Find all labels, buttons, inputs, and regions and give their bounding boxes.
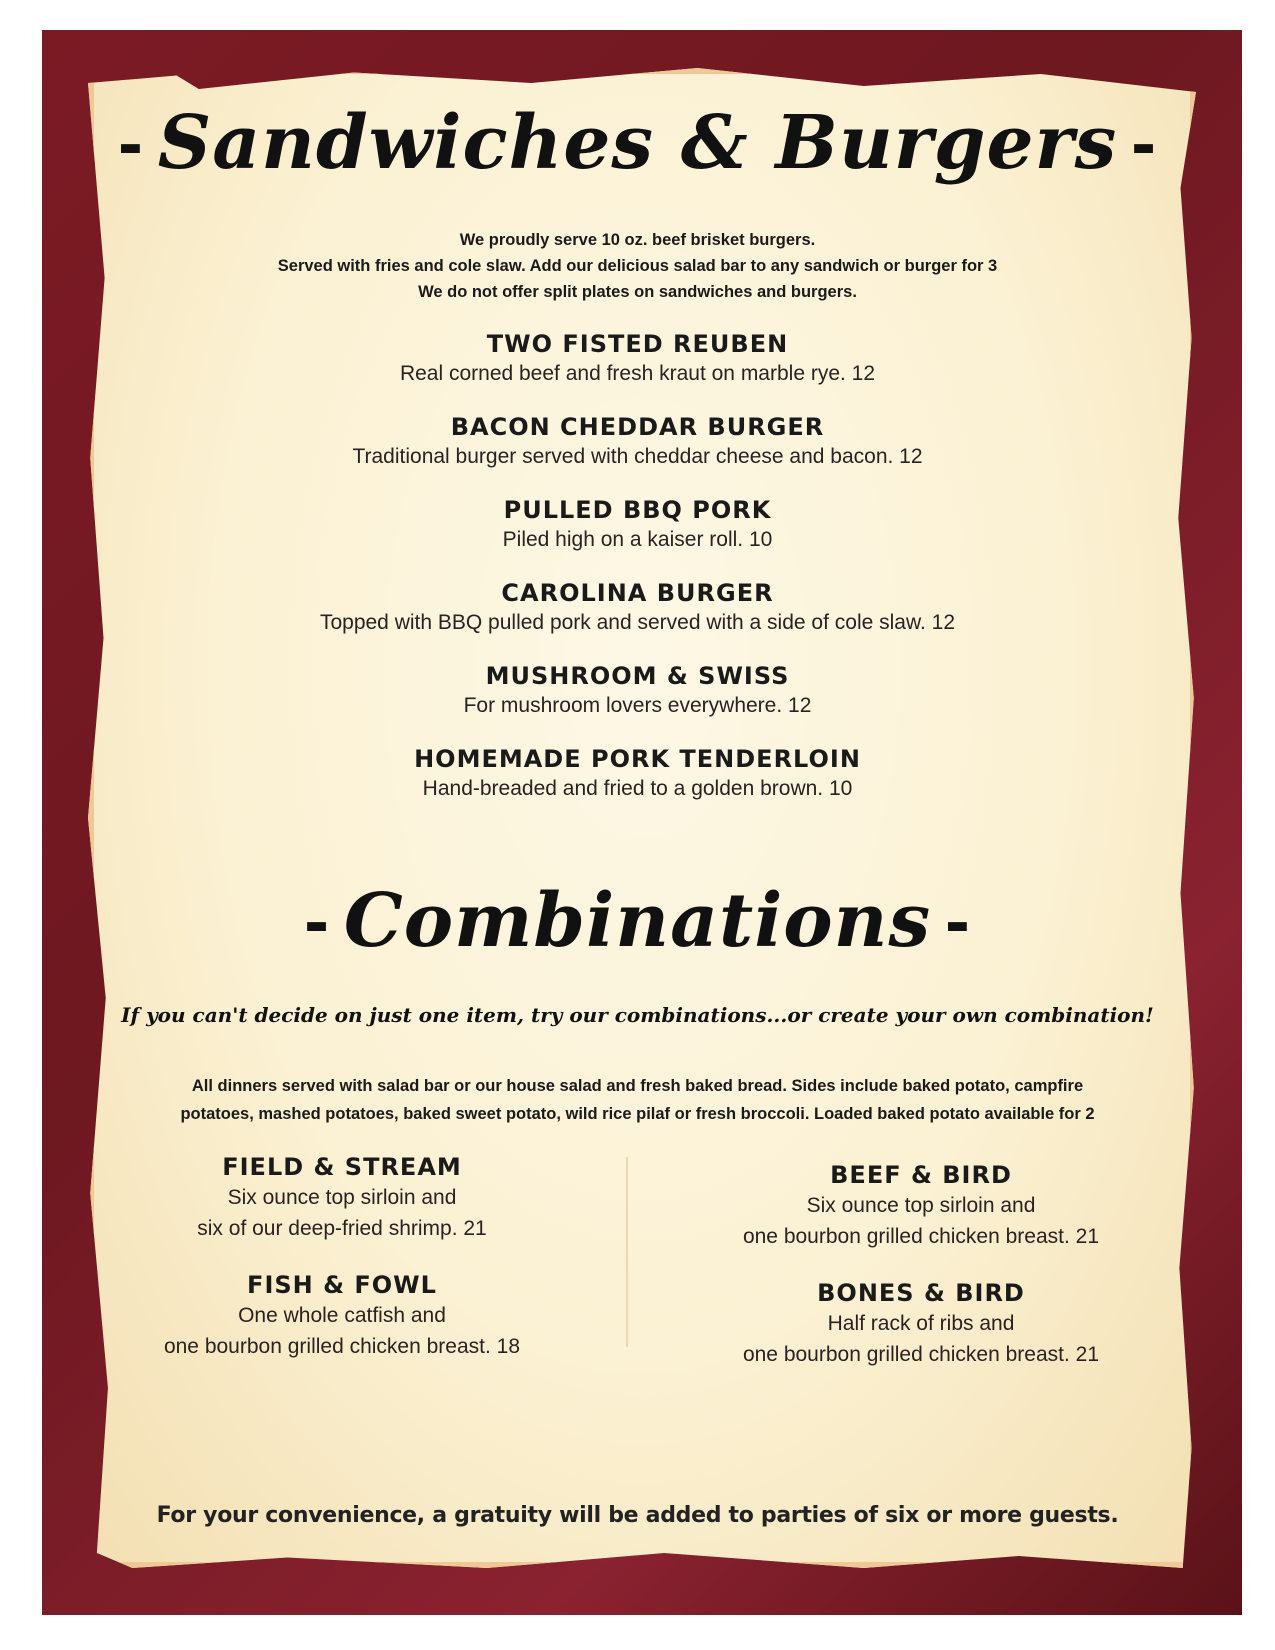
item-description: Real corned beef and fresh kraut on marble rye. 12: [399, 362, 876, 385]
item-description: Piled high on a kaiser roll. 10: [502, 528, 773, 551]
menu-item: [0, 660, 1275, 743]
combo-name: FISH & FOWL: [247, 1271, 437, 1299]
menu-item: [0, 411, 1275, 494]
combinations-heading: [0, 878, 1275, 964]
intro-line: Served with fries and cole slaw. Add our delicious salad bar to any sandwich or burger for 3: [277, 257, 998, 275]
menu-item: [0, 577, 1275, 660]
combinations-intro: [0, 1072, 1275, 1128]
heading-dash-left: -: [118, 101, 144, 184]
combo-description: Six ounce top sirloin and: [806, 1194, 1036, 1217]
item-name: CAROLINA BURGER: [501, 579, 774, 607]
item-description: Hand-breaded and fried to a golden brown. 10: [422, 777, 853, 800]
intro-line: potatoes, mashed potatoes, baked sweet potato, wild rice pilaf or fresh broccoli. Loaded baked potato available for 2: [180, 1105, 1095, 1123]
sandwiches-heading: [0, 100, 1275, 186]
sandwich-list: [0, 328, 1275, 826]
heading-dash-right: -: [945, 879, 971, 962]
item-name: BACON CHEDDAR BURGER: [450, 413, 825, 441]
item-name: HOMEMADE PORK TENDERLOIN: [414, 745, 861, 773]
combo-name: BEEF & BIRD: [830, 1161, 1012, 1189]
combo-description: one bourbon grilled chicken breast. 21: [742, 1343, 1100, 1366]
intro-line: We proudly serve 10 oz. beef brisket burgers.: [459, 231, 816, 249]
combo-description: Six ounce top sirloin and: [227, 1186, 457, 1209]
intro-line: We do not offer split plates on sandwiches and burgers.: [418, 283, 857, 301]
combinations-tagline: If you can't decide on just one item, try our combinations...or create your own combination!: [121, 1003, 1154, 1027]
combo-item: [82, 1152, 602, 1270]
combo-description: six of our deep-fried shrimp. 21: [197, 1217, 487, 1240]
combo-item: [661, 1160, 1181, 1278]
combo-description: One whole catfish and: [238, 1304, 446, 1327]
heading-dash-left: -: [304, 879, 330, 962]
combo-description: Half rack of ribs and: [827, 1312, 1015, 1335]
item-description: Traditional burger served with cheddar cheese and bacon. 12: [352, 445, 923, 468]
combinations-left-column: [82, 1152, 602, 1388]
item-name: TWO FISTED REUBEN: [486, 330, 789, 358]
combo-name: BONES & BIRD: [817, 1279, 1025, 1307]
heading-dash-right: -: [1131, 101, 1157, 184]
menu-item: [0, 494, 1275, 577]
combo-name: FIELD & STREAM: [222, 1153, 462, 1181]
sandwiches-intro: [0, 227, 1275, 305]
combo-description: one bourbon grilled chicken breast. 18: [163, 1335, 521, 1358]
item-description: For mushroom lovers everywhere. 12: [463, 694, 812, 717]
combo-description: one bourbon grilled chicken breast. 21: [742, 1225, 1100, 1248]
menu-item: [0, 743, 1275, 826]
combo-item: [82, 1270, 602, 1388]
gratuity-notice: For your convenience, a gratuity will be added to parties of six or more guests.: [156, 1503, 1119, 1528]
combinations-heading-text: Combinations: [343, 878, 932, 964]
combo-item: [661, 1278, 1181, 1396]
menu-item: [0, 328, 1275, 411]
intro-line: All dinners served with salad bar or our house salad and fresh baked bread. Sides include baked potato, campfire: [191, 1077, 1084, 1095]
item-name: MUSHROOM & SWISS: [485, 662, 790, 690]
sandwiches-heading-text: Sandwiches & Burgers: [157, 100, 1118, 186]
combinations-right-column: [661, 1160, 1181, 1396]
item-name: PULLED BBQ PORK: [503, 496, 772, 524]
column-divider: [626, 1157, 628, 1347]
item-description: Topped with BBQ pulled pork and served with a side of cole slaw. 12: [319, 611, 956, 634]
